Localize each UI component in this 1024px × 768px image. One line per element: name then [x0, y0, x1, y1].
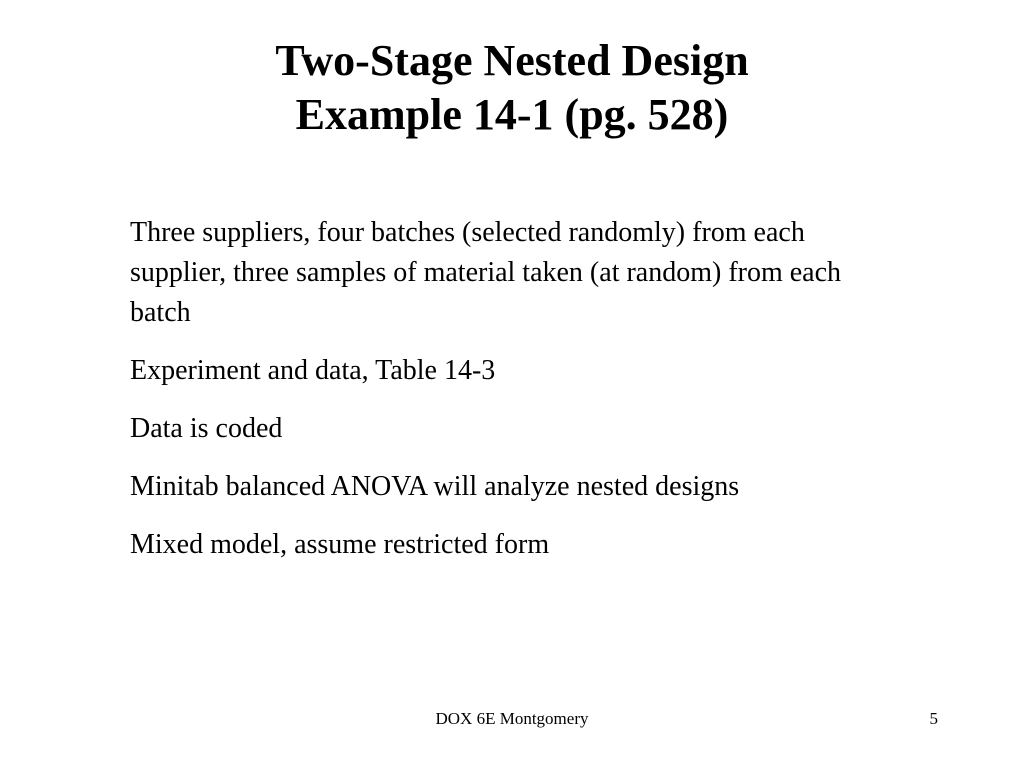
body-paragraph-minitab: Minitab balanced ANOVA will analyze nested designs: [130, 471, 740, 502]
body-paragraph-experiment: Experiment and data, Table 14-3: [130, 355, 496, 386]
page-number: 5: [929, 709, 938, 728]
body-paragraph-mixed-model: Mixed model, assume restricted form: [130, 529, 550, 560]
slide-footer: [0, 707, 1024, 731]
slide-body: [130, 213, 900, 583]
body-paragraph-coded: Data is coded: [130, 413, 283, 444]
slide-title: [0, 34, 1024, 142]
footer-center-text: DOX 6E Montgomery: [435, 709, 589, 728]
title-line-1: Two-Stage Nested Design: [275, 36, 749, 85]
body-paragraph-suppliers: Three suppliers, four batches (selected randomly) from each supplier, three samples of material taken (at random) from each batch: [130, 217, 842, 328]
title-line-2: Example 14-1 (pg. 528): [295, 90, 729, 139]
